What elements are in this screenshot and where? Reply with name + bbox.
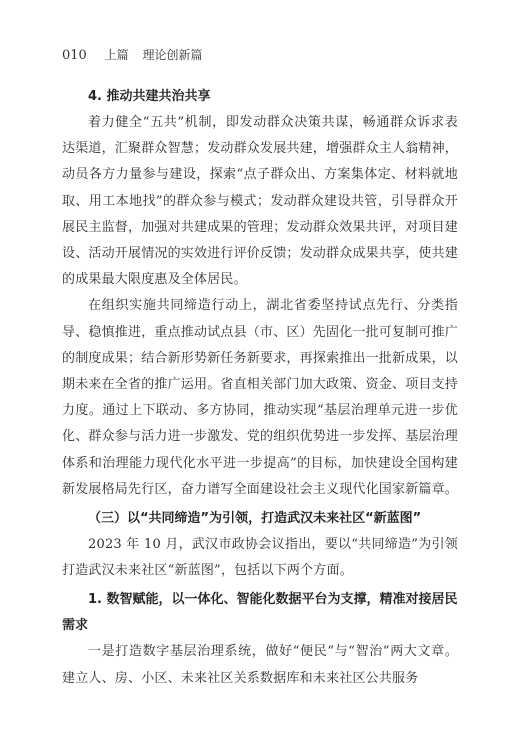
- paragraph-digital-governance: 一是打造数字基层治理系统，做好“便民”与“智治”两大文章。建立人、房、小区、未来社区关系数据库和未来社区公共服务: [62, 644, 458, 686]
- page-number: 010: [62, 48, 87, 63]
- heading-digital-empowerment: 1. 数智赋能，以一体化、智能化数据平台为支撑，精准对接居民需求: [62, 592, 458, 634]
- part-label: 上篇: [104, 48, 129, 62]
- paragraph-pilot-implementation: 在组织实施共同缔造行动上，湖北省委坚持试点先行、分类指导、稳慎推进，重点推动试点县（市、区）先固化一批可复制可推广的制度成果；结合新形势新任务新要求，再探索推出一批新成果，以期未来在全省的推广运用。省直相关部门加大政策、资金、项目支持力度。通过上下联动、多方协同，推动实现“基层治理单元进一步优化、群众参与活力进一步激发、党的组织优势进一步发挥、基层治理体系和治理能力现代化水平进一步提高”的目标，加快建设全国构建新发展格局先行区，奋力谱写全面建设社会主义现代化国家新篇章。: [62, 298, 459, 497]
- running-header: [62, 46, 203, 63]
- section-label: 理论创新篇: [142, 48, 203, 62]
- paragraph-five-co-mechanism: 着力健全“五共”机制，即发动群众决策共谋，畅通群众诉求表达渠道，汇聚群众智慧；发动群众发展共建，增强群众主人翁精神，动员各方力量参与建设，探索“点子群众出、方案集体定、材料就地取、用工本地找”的群众参与模式；发动群众建设共管，引导群众开展民主监督，加强对共建成果的管理；发动群众效果共评，对项目建设、活动开展情况的实效进行评价反馈；发动群众成果共享，使共建的成果最大限度惠及全体居民。: [62, 115, 459, 288]
- paragraph-wuhan-cppcc: 2023 年 10 月，武汉市政协会议指出，要以“共同缔造”为引领打造武汉未来社区“新蓝图”，包括以下两个方面。: [62, 537, 458, 579]
- heading-promote-co-governance: 4. 推动共建共治共享: [88, 89, 211, 104]
- heading-wuhan-future-community: （三）以“共同缔造”为引领，打造武汉未来社区“新蓝图”: [88, 511, 422, 527]
- body-text: [62, 84, 458, 692]
